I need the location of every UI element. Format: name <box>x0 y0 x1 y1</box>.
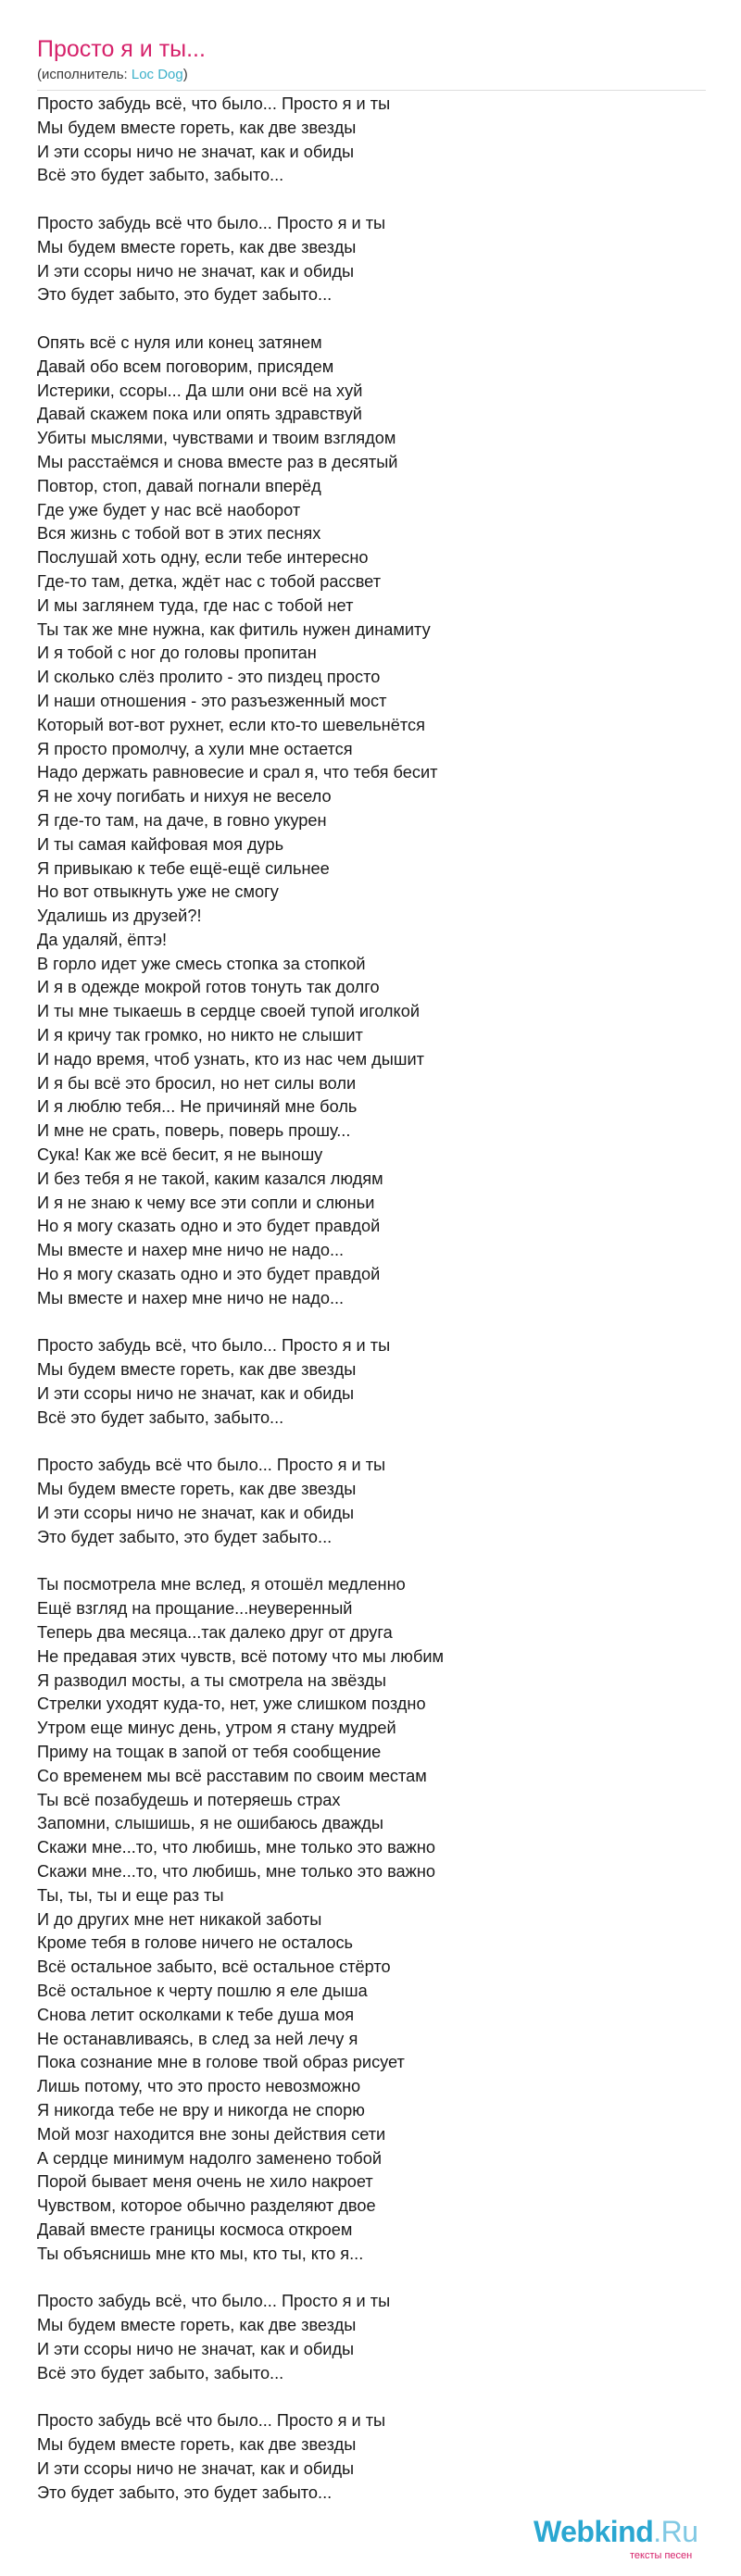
lyrics-line: И до других мне нет никакой заботы <box>37 1909 322 1929</box>
lyrics-line: Ты посмотрела мне вслед, я отошёл медленно <box>37 1575 406 1594</box>
lyrics-line: Просто забудь всё, что было... Просто я и ты <box>37 1336 391 1356</box>
lyrics-line: Убиты мыслями, чувствами и твоим взглядом <box>37 429 396 448</box>
lyrics-line: Кроме тебя в голове ничего не осталось <box>37 1933 354 1953</box>
lyrics-line: Но вот отвыкнуть уже не смогу <box>37 882 279 902</box>
lyrics-line: Мой мозг находится вне зоны действия сети <box>37 2124 386 2144</box>
lyrics-line: И наши отношения - это разъезженный мост <box>37 691 387 710</box>
lyrics-line: Ещё взгляд на прощание...неуверенный <box>37 1599 353 1619</box>
lyrics-line: Просто забудь всё что было... Просто я и ты <box>37 213 386 232</box>
lyrics-line: И эти ссоры ничо не значат, как и обиды <box>37 2339 355 2358</box>
lyrics-line: Ты объяснишь мне кто мы, кто ты, кто я... <box>37 2244 364 2263</box>
lyrics-line: Просто забудь всё что было... Просто я и ты <box>37 2411 386 2431</box>
lyrics-line: Скажи мне...то, что любишь, мне только это важно <box>37 1838 435 1857</box>
lyrics-line: Который вот-вот рухнет, если кто-то шевельнётся <box>37 715 425 734</box>
lyrics-blank-line <box>37 1550 704 1574</box>
lyrics-line: Но я могу сказать одно и это будет правдой <box>37 1217 381 1236</box>
watermark-tagline: тексты песен <box>630 2550 693 2561</box>
lyrics-line: И мне не срать, поверь, поверь прошу... <box>37 1121 351 1141</box>
lyrics-line: И эти ссоры ничо не значат, как и обиды <box>37 1504 355 1523</box>
lyrics-line: И без тебя я не такой, каким казался людям <box>37 1169 383 1188</box>
lyrics-line: Просто забудь всё, что было... Просто я и ты <box>37 2292 391 2311</box>
lyrics-line: Мы вместе и нахер мне ничо не надо... <box>37 1288 345 1307</box>
lyrics-line: И сколько слёз пролито - это пиздец просто <box>37 668 381 687</box>
lyrics-line: Не предавая этих чувств, всё потому что мы любим <box>37 1646 445 1666</box>
lyrics-line: Давай вместе границы космоса откроем <box>37 2220 353 2239</box>
lyrics-line: Ты, ты, ты и еще раз ты <box>37 1885 224 1905</box>
lyrics-line: Но я могу сказать одно и это будет правдой <box>37 1265 381 1284</box>
lyrics-line: Ты так же мне нужна, как фитиль нужен динамиту <box>37 619 431 639</box>
lyrics-blank-line <box>37 2386 704 2410</box>
lyrics-line: Мы будем вместе гореть, как две звезды <box>37 2435 357 2455</box>
lyrics-blank-line <box>37 1311 704 1335</box>
lyrics-blank-line <box>37 2267 704 2291</box>
lyrics-line: И я люблю тебя... Не причиняй мне боль <box>37 1097 358 1117</box>
artist-suffix: ) <box>182 67 188 82</box>
lyrics-line: И эти ссоры ничо не значат, как и обиды <box>37 1384 355 1404</box>
lyrics-line: Вся жизнь с тобой вот в этих песнях <box>37 524 321 544</box>
lyrics-line: Я не хочу погибать и нихуя не весело <box>37 787 332 807</box>
lyrics-line: Это будет забыто, это будет забыто... <box>37 285 333 305</box>
lyrics-line: Всё это будет забыто, забыто... <box>37 2363 284 2382</box>
lyrics-line: И я в одежде мокрой готов тонуть так долго <box>37 978 380 997</box>
lyrics-line: Опять всё с нуля или конец затянем <box>37 332 322 352</box>
lyrics-line: Мы будем вместе гореть, как две звезды <box>37 2316 357 2335</box>
lyrics-line: Где уже будет у нас всё наоборот <box>37 500 301 519</box>
lyrics-blank-line <box>37 1431 704 1455</box>
lyrics-line: Просто забудь всё что было... Просто я и ты <box>37 1456 386 1475</box>
lyrics-line: Давай обо всем поговорим, присядем <box>37 356 334 376</box>
lyrics-line: Повтор, стоп, давай погнали вперёд <box>37 476 321 495</box>
lyrics-line: Всё это будет забыто, забыто... <box>37 1407 284 1427</box>
lyrics-line: И ты самая кайфовая моя дурь <box>37 834 284 854</box>
lyrics-line: Это будет забыто, это будет забыто... <box>37 1527 333 1546</box>
lyrics-line: Мы расстаёмся и снова вместе раз в десятый <box>37 452 398 471</box>
lyrics-line: Чувством, которое обычно разделяют двое <box>37 2196 376 2216</box>
lyrics-line: Надо держать равновесие и срал я, что тебя бесит <box>37 763 438 782</box>
lyrics-line: И я бы всё это бросил, но нет силы воли <box>37 1073 357 1093</box>
lyrics-line: Мы вместе и нахер мне ничо не надо... <box>37 1241 345 1260</box>
lyrics-line: И я кричу так громко, но никто не слышит <box>37 1026 363 1045</box>
lyrics-line: И эти ссоры ничо не значат, как и обиды <box>37 142 355 161</box>
lyrics-line: Стрелки уходят куда-то, нет, уже слишком поздно <box>37 1694 426 1714</box>
lyrics-line: Я привыкаю к тебе ещё-ещё сильнее <box>37 858 330 878</box>
artist-link[interactable]: Loc Dog <box>131 67 183 82</box>
title-divider <box>37 90 706 91</box>
lyrics-line: Запомни, слышишь, я не ошибаюсь дважды <box>37 1814 383 1833</box>
lyrics-line: Теперь два месяца...так далеко друг от друга <box>37 1623 393 1642</box>
lyrics-line: Всё остальное к черту пошлю я еле дыша <box>37 1981 368 2000</box>
lyrics-line: Я никогда тебе не вру и никогда не спорю <box>37 2100 365 2120</box>
lyrics-line: Лишь потому, что это просто невозможно <box>37 2077 361 2096</box>
lyrics-line: Ты всё позабудешь и потеряешь страх <box>37 1790 341 1809</box>
lyrics-line: А сердце минимум надолго заменено тобой <box>37 2148 382 2168</box>
lyrics-line: Всё это будет забыто, забыто... <box>37 166 284 185</box>
lyrics-line: Я просто промолчу, а хули мне остается <box>37 739 353 758</box>
lyrics-line: И эти ссоры ничо не значат, как и обиды <box>37 2458 355 2478</box>
lyrics-line: Скажи мне...то, что любишь, мне только это важно <box>37 1861 435 1881</box>
lyrics-line: Да удаляй, ёптэ! <box>37 930 168 949</box>
watermark-brand: Webkind <box>534 2515 654 2548</box>
lyrics-line: И надо время, чтоб узнать, кто из нас чем дышит <box>37 1049 424 1069</box>
lyrics-line: Мы будем вместе гореть, как две звезды <box>37 237 357 256</box>
lyrics-line: И я не знаю к чему все эти сопли и слюньи <box>37 1193 375 1212</box>
lyrics-line: Приму на тощак в запой от тебя сообщение <box>37 1742 382 1761</box>
lyrics-line: В горло идет уже смесь стопка за стопкой <box>37 954 366 973</box>
webkind-watermark <box>534 2513 719 2565</box>
lyrics-line: И эти ссоры ничо не значат, как и обиды <box>37 261 355 281</box>
lyrics-line: Всё остальное забыто, всё остальное стёрто <box>37 1957 391 1977</box>
lyrics-line: Порой бывает меня очень не хило накроет <box>37 2172 373 2192</box>
lyrics-line: Со временем мы всё расставим по своим местам <box>37 1766 427 1785</box>
lyrics-line: Мы будем вместе гореть, как две звезды <box>37 1480 357 1499</box>
lyrics-line: Удалишь из друзей?! <box>37 907 202 926</box>
lyrics-line: Я где-то там, на даче, в говно укурен <box>37 810 327 830</box>
lyrics-line: И я тобой с ног до головы пропитан <box>37 644 317 663</box>
lyrics-line: Не останавливаясь, в след за ней лечу я <box>37 2029 358 2048</box>
lyrics-line: Истерики, ссоры... Да шли они всё на хуй <box>37 381 363 400</box>
lyrics-line: Мы будем вместе гореть, как две звезды <box>37 118 357 137</box>
artist-prefix: (исполнитель: <box>37 67 132 82</box>
lyrics-line: И ты мне тыкаешь в сердце своей тупой иголкой <box>37 1002 420 1021</box>
lyrics-line: Послушай хоть одну, если тебе интересно <box>37 548 369 568</box>
lyrics-line: Утром еще минус день, утром я стану мудрей <box>37 1719 396 1738</box>
lyrics-line: Мы будем вместе гореть, как две звезды <box>37 1360 357 1380</box>
artist-line <box>37 67 188 83</box>
lyrics-line: Это будет забыто, это будет забыто... <box>37 2482 333 2502</box>
lyrics-line: Давай скажем пока или опять здравствуй <box>37 405 362 424</box>
lyrics-line: Сука! Как же всё бесит, я не выношу <box>37 1145 323 1165</box>
lyrics-blank-line <box>37 307 704 331</box>
song-title: Просто я и ты... <box>37 36 206 62</box>
lyrics-body <box>37 93 704 2505</box>
lyrics-line: Я разводил мосты, а ты смотрела на звёзды <box>37 1670 387 1690</box>
lyrics-line: Где-то там, детка, ждёт нас с тобой рассвет <box>37 571 382 591</box>
lyrics-line: Пока сознание мне в голове твой образ рисует <box>37 2053 405 2072</box>
watermark-tld: .Ru <box>653 2515 698 2548</box>
watermark-logo <box>534 2513 698 2550</box>
lyrics-line: Снова летит осколками к тебе душа моя <box>37 2005 355 2024</box>
lyrics-line: Просто забудь всё, что было... Просто я и ты <box>37 94 391 113</box>
lyrics-line: И мы заглянем туда, где нас с тобой нет <box>37 595 354 615</box>
lyrics-blank-line <box>37 188 704 212</box>
